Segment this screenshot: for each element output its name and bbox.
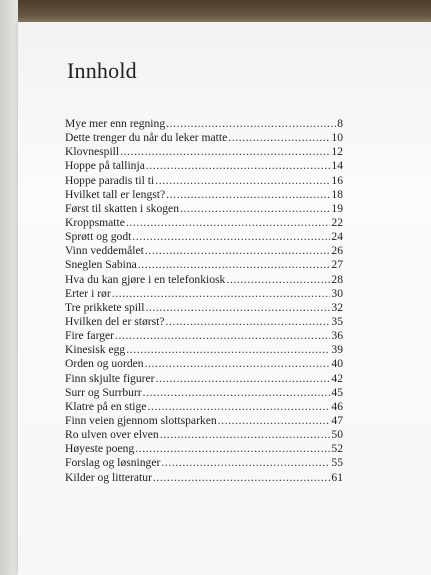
toc-dot-leader: [138, 258, 331, 272]
toc-entry-page-number: 61: [331, 470, 343, 484]
toc-entry-page-number: 24: [331, 230, 343, 244]
toc-dot-leader: [161, 456, 330, 470]
toc-entry-page-number: 50: [331, 428, 343, 442]
toc-entry: [65, 258, 343, 272]
toc-entry: [65, 357, 343, 371]
toc-dot-leader: [126, 343, 330, 357]
toc-entry: [65, 343, 343, 357]
toc-entry: [65, 216, 343, 230]
toc-dot-leader: [146, 159, 331, 173]
toc-entry-title: Dette trenger du når du leker matte: [65, 131, 228, 145]
toc-entry: [65, 372, 343, 386]
toc-entry-page-number: 8: [337, 117, 343, 130]
toc-dot-leader: [156, 372, 331, 386]
toc-dot-leader: [166, 315, 331, 329]
book-gutter: [0, 0, 18, 575]
toc-entry-title: Hvilket tall er lengst?: [65, 187, 166, 201]
toc-entry-title: Erter i rør: [65, 286, 111, 300]
toc-entry-page-number: 32: [331, 300, 343, 314]
toc-entry-title: Finn veien gjennom slottsparken: [65, 413, 217, 427]
toc-entry: [65, 188, 343, 202]
toc-entry-page-number: 19: [331, 201, 343, 215]
toc-entry-page-number: 28: [331, 272, 343, 286]
toc-dot-leader: [112, 287, 331, 301]
toc-entry-page-number: 40: [331, 357, 343, 371]
toc-entry-title: Mye mer enn regning: [65, 117, 166, 130]
toc-dot-leader: [218, 414, 331, 428]
toc-entry: [65, 202, 343, 216]
toc-entry-page-number: 47: [331, 413, 343, 427]
toc-dot-leader: [120, 145, 330, 159]
toc-entry-page-number: 16: [331, 173, 343, 187]
toc-entry-page-number: 42: [331, 371, 343, 385]
toc-dot-leader: [155, 174, 330, 188]
toc-entry: [65, 471, 343, 485]
toc-entry-page-number: 45: [331, 385, 343, 399]
toc-entry-title: Klatre på en stige: [65, 399, 147, 413]
toc-entry: [65, 273, 343, 287]
toc-entry-title: Kinesisk egg: [65, 343, 126, 357]
toc-entry-page-number: 30: [331, 286, 343, 300]
toc-entry: [65, 456, 343, 470]
toc-entry: [65, 131, 343, 145]
toc-dot-leader: [228, 131, 330, 145]
toc-entry-page-number: 27: [331, 258, 343, 272]
toc-entry-page-number: 12: [331, 145, 343, 159]
toc-entry-page-number: 22: [331, 215, 343, 229]
toc-entry-title: Forslag og løsninger: [65, 456, 161, 470]
toc-entry-title: Ro ulven over elven: [65, 428, 159, 442]
toc-entry-page-number: 52: [331, 442, 343, 456]
toc-entry-title: Hva du kan gjøre i en telefonkiosk: [65, 272, 226, 286]
toc-entry-page-number: 39: [331, 343, 343, 357]
toc-dot-leader: [145, 244, 331, 258]
toc-dot-leader: [153, 471, 330, 485]
toc-entry-title: Kroppsmatte: [65, 215, 125, 229]
toc-entry: [65, 442, 343, 456]
toc-entry-title: Kilder og litteratur: [65, 470, 152, 484]
toc-entry-title: Vinn veddemålet: [65, 244, 144, 258]
toc-dot-leader: [180, 202, 330, 216]
toc-entry-page-number: 26: [331, 244, 343, 258]
toc-entry-title: Surr og Surrburr: [65, 385, 142, 399]
toc-entry-page-number: 14: [331, 159, 343, 173]
toc-entry: [65, 414, 343, 428]
toc-entry: [65, 159, 343, 173]
toc-entry-title: Fire farger: [65, 329, 115, 343]
toc-entry-title: Klovnespill: [65, 145, 120, 159]
toc-entry: [65, 386, 343, 400]
toc-entry-title: Høyeste poeng: [65, 442, 135, 456]
toc-dot-leader: [147, 400, 330, 414]
toc-entry: [65, 428, 343, 442]
toc-dot-leader: [166, 117, 336, 131]
toc-entry-page-number: 35: [331, 314, 343, 328]
toc-entry-title: Først til skatten i skogen: [65, 201, 180, 215]
toc-entry-page-number: 10: [331, 131, 343, 145]
toc-entry-page-number: 55: [331, 456, 343, 470]
toc-entry: [65, 315, 343, 329]
toc-entry-title: Orden og uorden: [65, 357, 144, 371]
toc-entry: [65, 301, 343, 315]
toc-entry: [65, 329, 343, 343]
toc-dot-leader: [226, 273, 330, 287]
toc-entry-page-number: 36: [331, 329, 343, 343]
toc-entry-title: Hvilken del er størst?: [65, 314, 165, 328]
toc-entry-title: Hoppe paradis til ti: [65, 173, 155, 187]
toc-dot-leader: [115, 329, 330, 343]
toc-entry: [65, 117, 343, 131]
toc-dot-leader: [126, 216, 331, 230]
toc-dot-leader: [132, 230, 330, 244]
toc-entry-title: Sprøtt og godt: [65, 230, 132, 244]
toc-entry: [65, 174, 343, 188]
toc-entry-title: Sneglen Sabina: [65, 258, 137, 272]
toc-dot-leader: [145, 301, 330, 315]
toc-entry-page-number: 18: [331, 187, 343, 201]
toc-dot-leader: [135, 442, 330, 456]
toc-dot-leader: [145, 357, 331, 371]
toc-dot-leader: [166, 188, 330, 202]
toc-entry-title: Hoppe på tallinja: [65, 159, 145, 173]
toc-entry-page-number: 46: [331, 399, 343, 413]
toc-entry-title: Finn skjulte figurer: [65, 371, 155, 385]
toc-entry: [65, 244, 343, 258]
toc-entry-title: Tre prikkete spill: [65, 300, 145, 314]
toc-entry: [65, 400, 343, 414]
toc-entry: [65, 287, 343, 301]
toc-entry: [65, 230, 343, 244]
page-title: Innhold: [67, 58, 137, 83]
table-of-contents: [65, 117, 343, 485]
toc-dot-leader: [143, 386, 331, 400]
toc-dot-leader: [160, 428, 331, 442]
toc-entry: [65, 145, 343, 159]
